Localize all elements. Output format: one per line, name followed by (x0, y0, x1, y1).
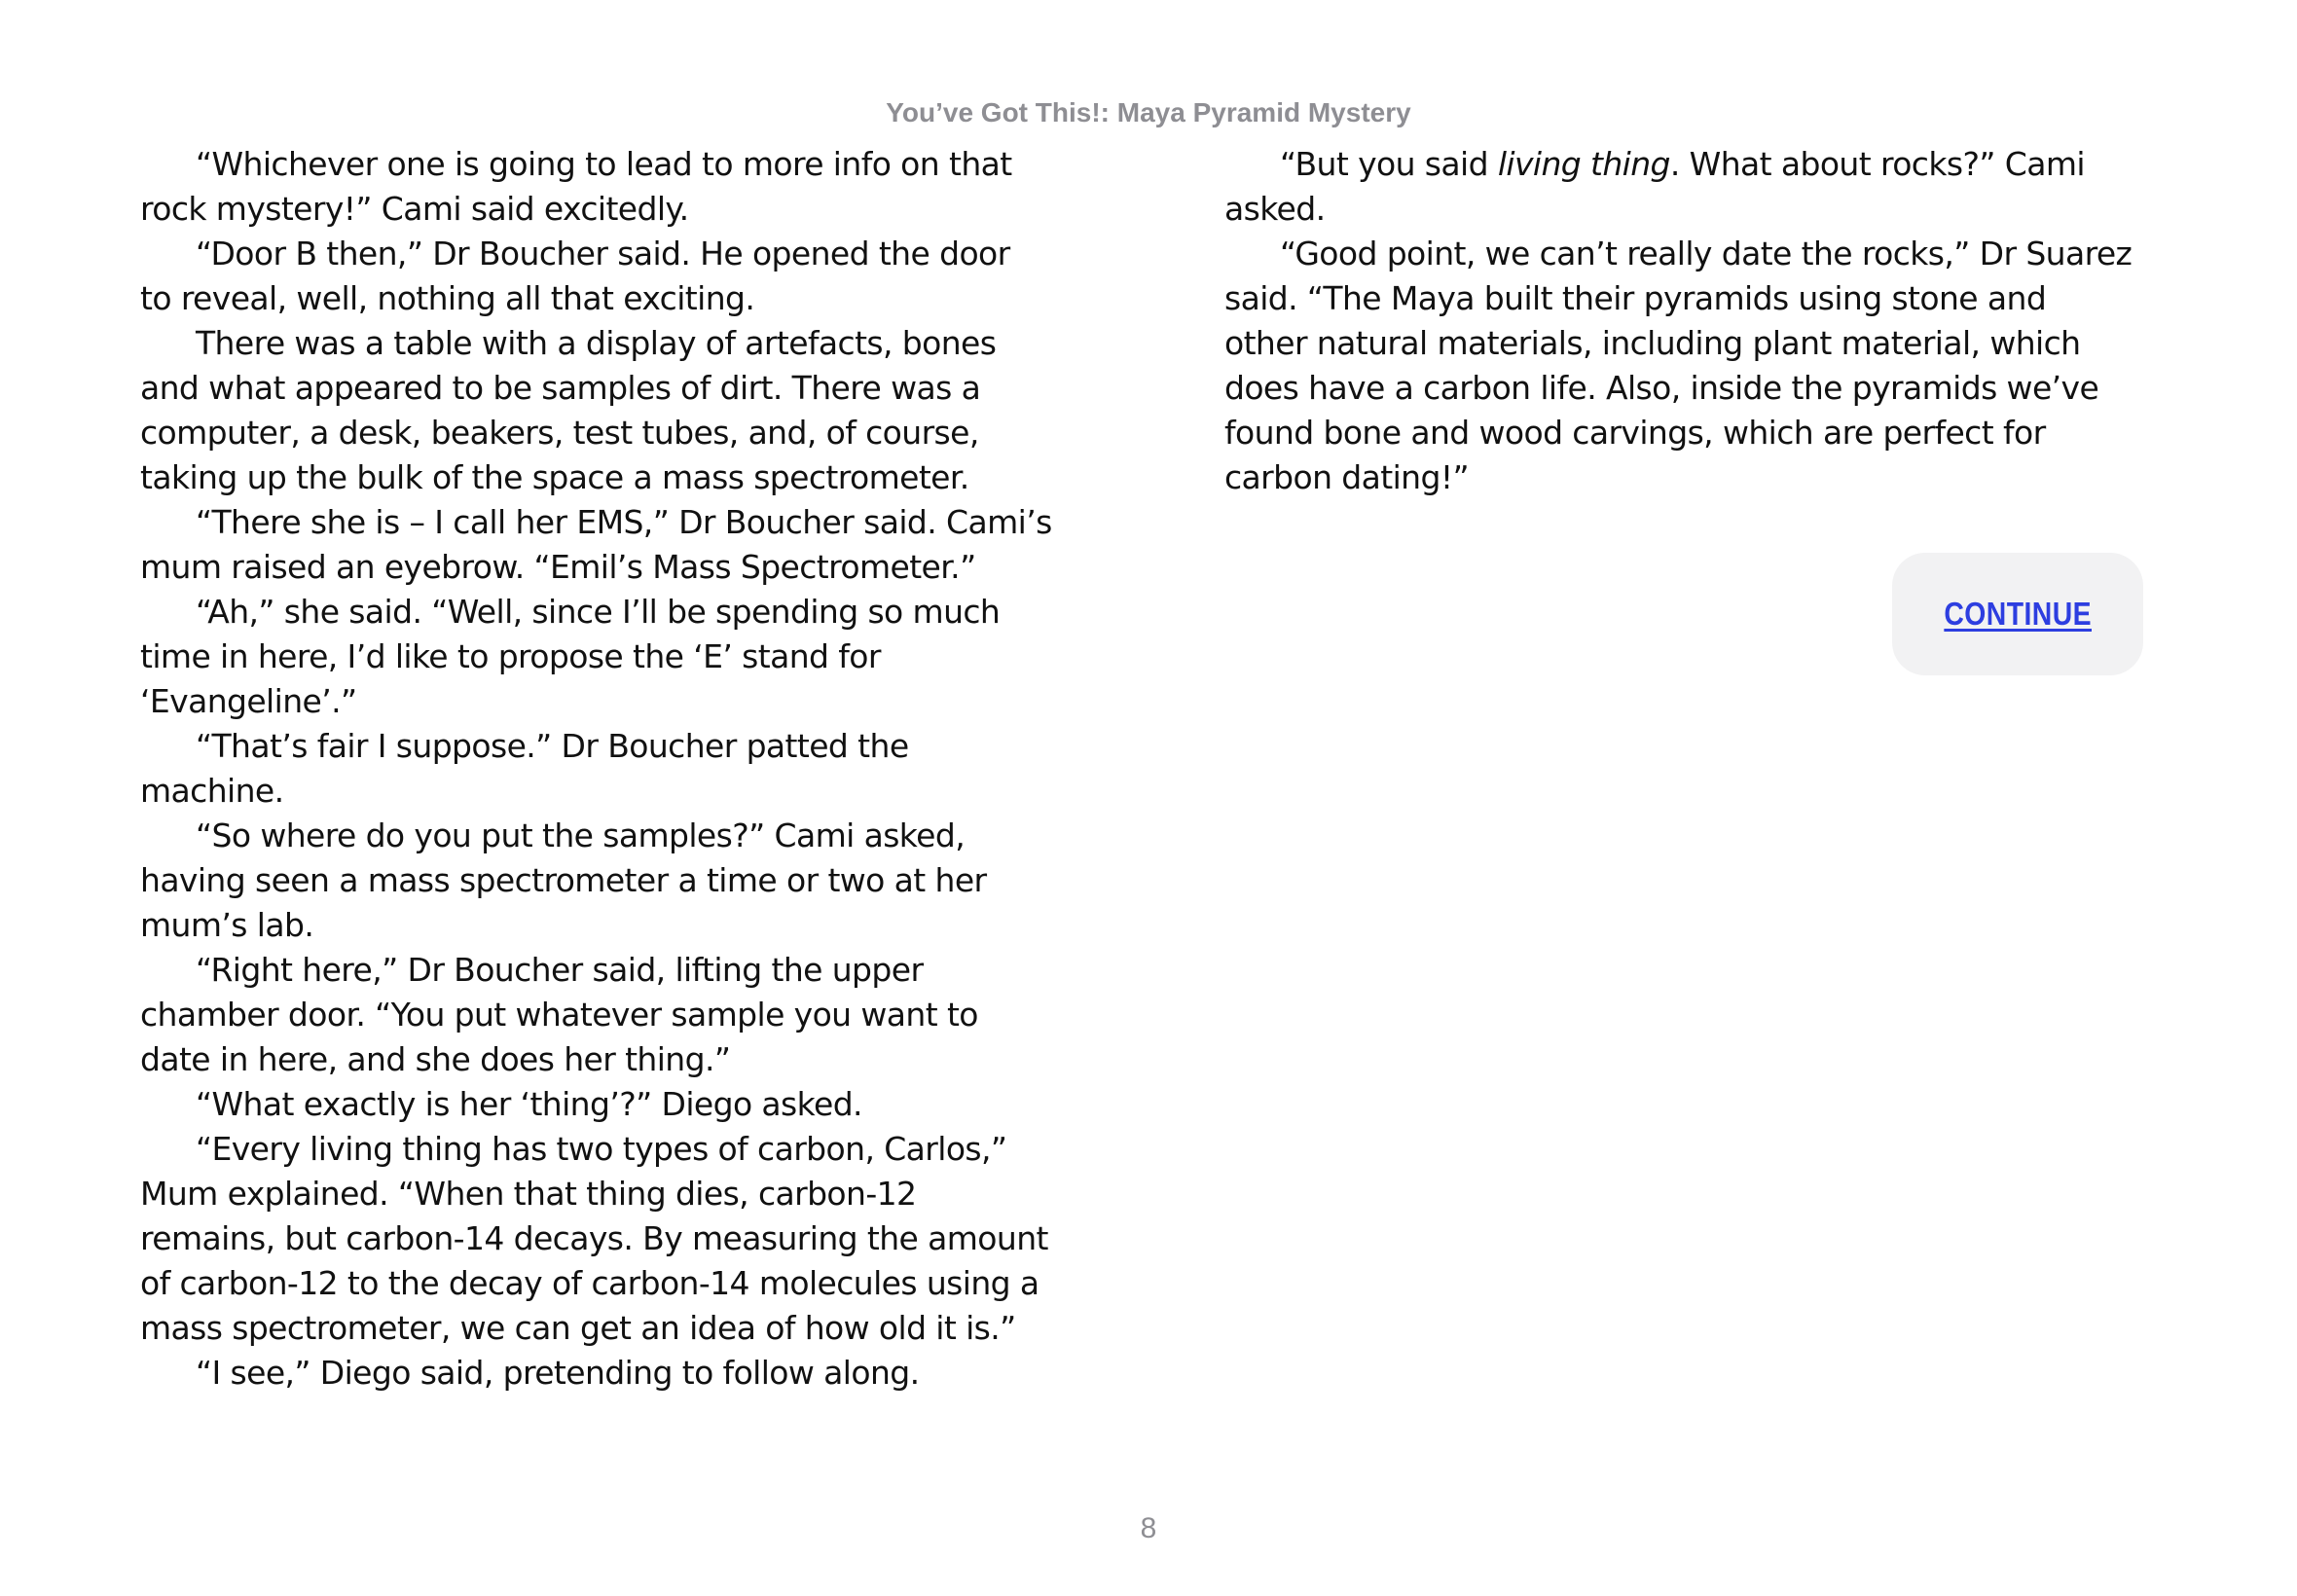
text-line: “Ah,” she said. “Well, since I’ll be spending so much (196, 593, 1001, 631)
text-line: “Right here,” Dr Boucher said, lifting the upper (196, 951, 924, 989)
text-run: . What about rocks?” Cami (1669, 145, 2085, 183)
text-line: “Door B then,” Dr Boucher said. He opened the door (196, 235, 1010, 272)
continue-button[interactable] (1892, 553, 2143, 675)
text-run: “But you said (1280, 145, 1498, 183)
text-line: asked. (1224, 190, 1326, 228)
paragraph (1224, 142, 2198, 232)
continue-button-label: CONTINUE (1944, 596, 2092, 632)
text-line: “What exactly is her ‘thing’?” Diego asked. (196, 1085, 862, 1123)
paragraph (1224, 232, 2198, 500)
paragraph (140, 724, 1113, 814)
text-line: “Every living thing has two types of carbon, Carlos,” (196, 1130, 1007, 1168)
text-line: of carbon-12 to the decay of carbon-14 molecules using a (140, 1264, 1039, 1302)
paragraph (140, 142, 1113, 232)
text-line: machine. (140, 772, 284, 810)
paragraph (140, 1082, 1113, 1127)
text-line: computer, a desk, beakers, test tubes, and, of course, (140, 414, 979, 452)
right-text-column (1224, 142, 2198, 500)
text-line: to reveal, well, nothing all that exciting. (140, 279, 755, 317)
text-line: mum raised an eyebrow. “Emil’s Mass Spectrometer.” (140, 548, 976, 586)
paragraph (140, 814, 1113, 948)
paragraph (140, 500, 1113, 590)
page-number: 8 (1140, 1512, 1157, 1544)
text-line (1224, 142, 2198, 187)
text-line: having seen a mass spectrometer a time or two at her (140, 861, 987, 899)
text-line: remains, but carbon-14 decays. By measuring the amount (140, 1219, 1048, 1257)
paragraph (140, 590, 1113, 724)
text-line: “That’s fair I suppose.” Dr Boucher patted the (196, 727, 909, 765)
text-line: date in here, and she does her thing.” (140, 1040, 731, 1078)
paragraph (140, 1127, 1113, 1351)
text-line: “So where do you put the samples?” Cami asked, (196, 816, 966, 854)
text-line: “I see,” Diego said, pretending to follow along. (196, 1354, 920, 1392)
text-line: found bone and wood carvings, which are perfect for (1224, 414, 2046, 452)
text-line: “Good point, we can’t really date the rocks,” Dr Suarez (1280, 235, 2133, 272)
book-title: You’ve Got This!: Maya Pyramid Mystery (886, 97, 1411, 127)
italic-text: living thing (1497, 145, 1670, 183)
text-line: taking up the bulk of the space a mass spectrometer. (140, 458, 969, 496)
text-line: carbon dating!” (1224, 458, 1469, 496)
text-line: Mum explained. “When that thing dies, carbon-12 (140, 1175, 917, 1213)
text-line: and what appeared to be samples of dirt. There was a (140, 369, 981, 407)
text-line: There was a table with a display of artefacts, bones (196, 324, 997, 362)
text-line: said. “The Maya built their pyramids using stone and (1224, 279, 2047, 317)
paragraph (140, 1351, 1113, 1396)
text-line: does have a carbon life. Also, inside the pyramids we’ve (1224, 369, 2099, 407)
paragraph (140, 321, 1113, 500)
left-text-column (140, 142, 1113, 1396)
text-line: “There she is – I call her EMS,” Dr Boucher said. Cami’s (196, 503, 1052, 541)
text-line: other natural materials, including plant material, which (1224, 324, 2081, 362)
text-line: mum’s lab. (140, 906, 314, 944)
text-line: mass spectrometer, we can get an idea of how old it is.” (140, 1309, 1016, 1347)
paragraph (140, 948, 1113, 1082)
paragraph (140, 232, 1113, 321)
text-line: chamber door. “You put whatever sample you want to (140, 996, 978, 1034)
text-line: ‘Evangeline’.” (140, 682, 357, 720)
text-line: “Whichever one is going to lead to more info on that (196, 145, 1012, 183)
text-line: rock mystery!” Cami said excitedly. (140, 190, 689, 228)
text-line: time in here, I’d like to propose the ‘E’ stand for (140, 637, 881, 675)
